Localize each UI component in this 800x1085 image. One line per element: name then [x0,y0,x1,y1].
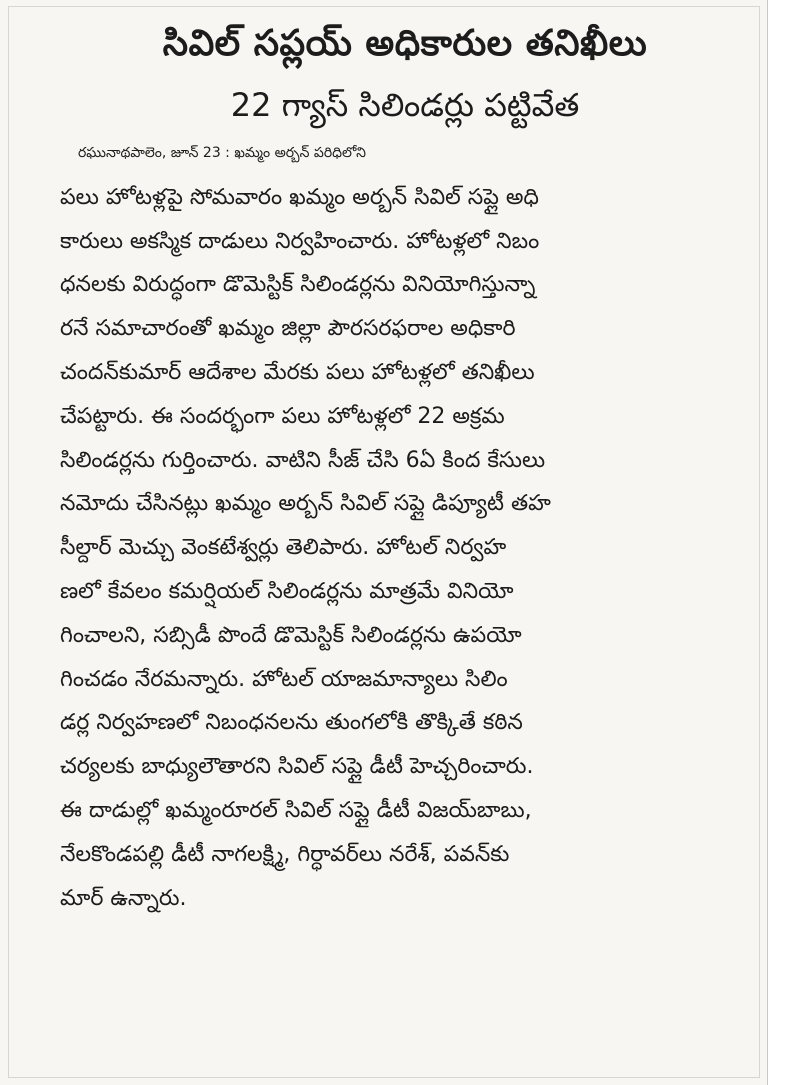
body-line: నమోదు చేసినట్లు ఖమ్మం అర్బన్ సివిల్ సప్లై డిప్యూటీ తహ [60,491,551,517]
body-line: గించడం నేరమన్నారు. హోటల్ యాజమాన్యాలు సిలిం [60,666,508,692]
body-line: పలు హోటళ్లపై సోమవారం ఖమ్మం అర్బన్ సివిల్ సప్లై అధి [60,184,539,210]
body-line: సీల్దార్ మెచ్చు వెంకటేశ్వర్లు తెలిపారు. హోటల్ నిర్వహ [60,535,507,561]
body-line: చర్యలకు బాధ్యులౌతారని సివిల్ సప్లై డీటీ హెచ్చరించారు. [60,754,534,780]
body-line: సిలిండర్లను గుర్తించారు. వాటిని సీజ్ చేసి 6ఏ కింద కేసులు [60,447,546,473]
body-line: ణలో కేవలం కమర్షియల్ సిలిండర్లను మాత్రమే వినియో [60,578,514,604]
body-line: రఘునాథపాలెం, జూన్ 23 : ఖమ్మం అర్బన్ పరిధిలోని [78,145,366,161]
body-line: ఈ దాడుల్లో ఖమ్మంరూరల్ సివిల్ సప్లై డీటీ విజయ్‌బాబు, [60,797,532,823]
body-line: డర్ల నిర్వహణలో నిబంధనలను తుంగలోకి తొక్కితే కఠిన [60,710,523,736]
article-body [60,132,750,920]
article [60,20,750,920]
body-line: గించాలని, సబ్సిడీ పొందే డొమెస్టిక్ సిలిండర్లను ఉపయో [60,622,522,648]
headline: సివిల్ సప్లయ్ అధికారుల తనిఖీలు [162,23,648,64]
body-line: ధనలకు విరుద్ధంగా డొమెస్టిక్ సిలిండర్లను వినియోగిస్తున్నా [60,272,536,298]
body-line: కారులు అకస్మిక దాడులు నిర్వహించారు. హోటళ్లలో నిబం [60,228,540,254]
body-line: చేపట్టారు. ఈ సందర్భంగా పలు హోటళ్లలో 22 అక్రమ [60,403,505,429]
body-line: నేలకొండపల్లి డీటీ నాగలక్ష్మి, గిర్ధావర్‌లు నరేశ్, పవన్‌కు [60,841,510,867]
body-line: రనే సమాచారంతో ఖమ్మం జిల్లా పౌరసరఫరాల అధికారి [60,316,516,342]
body-line: చందన్‌కుమార్ ఆదేశాల మేరకు పలు హోటళ్లలో తనిఖీలు [60,359,535,385]
body-line: మార్ ఉన్నారు. [60,885,187,911]
subheadline: 22 గ్యాస్ సిలిండర్లు పట్టివేత [230,86,580,124]
